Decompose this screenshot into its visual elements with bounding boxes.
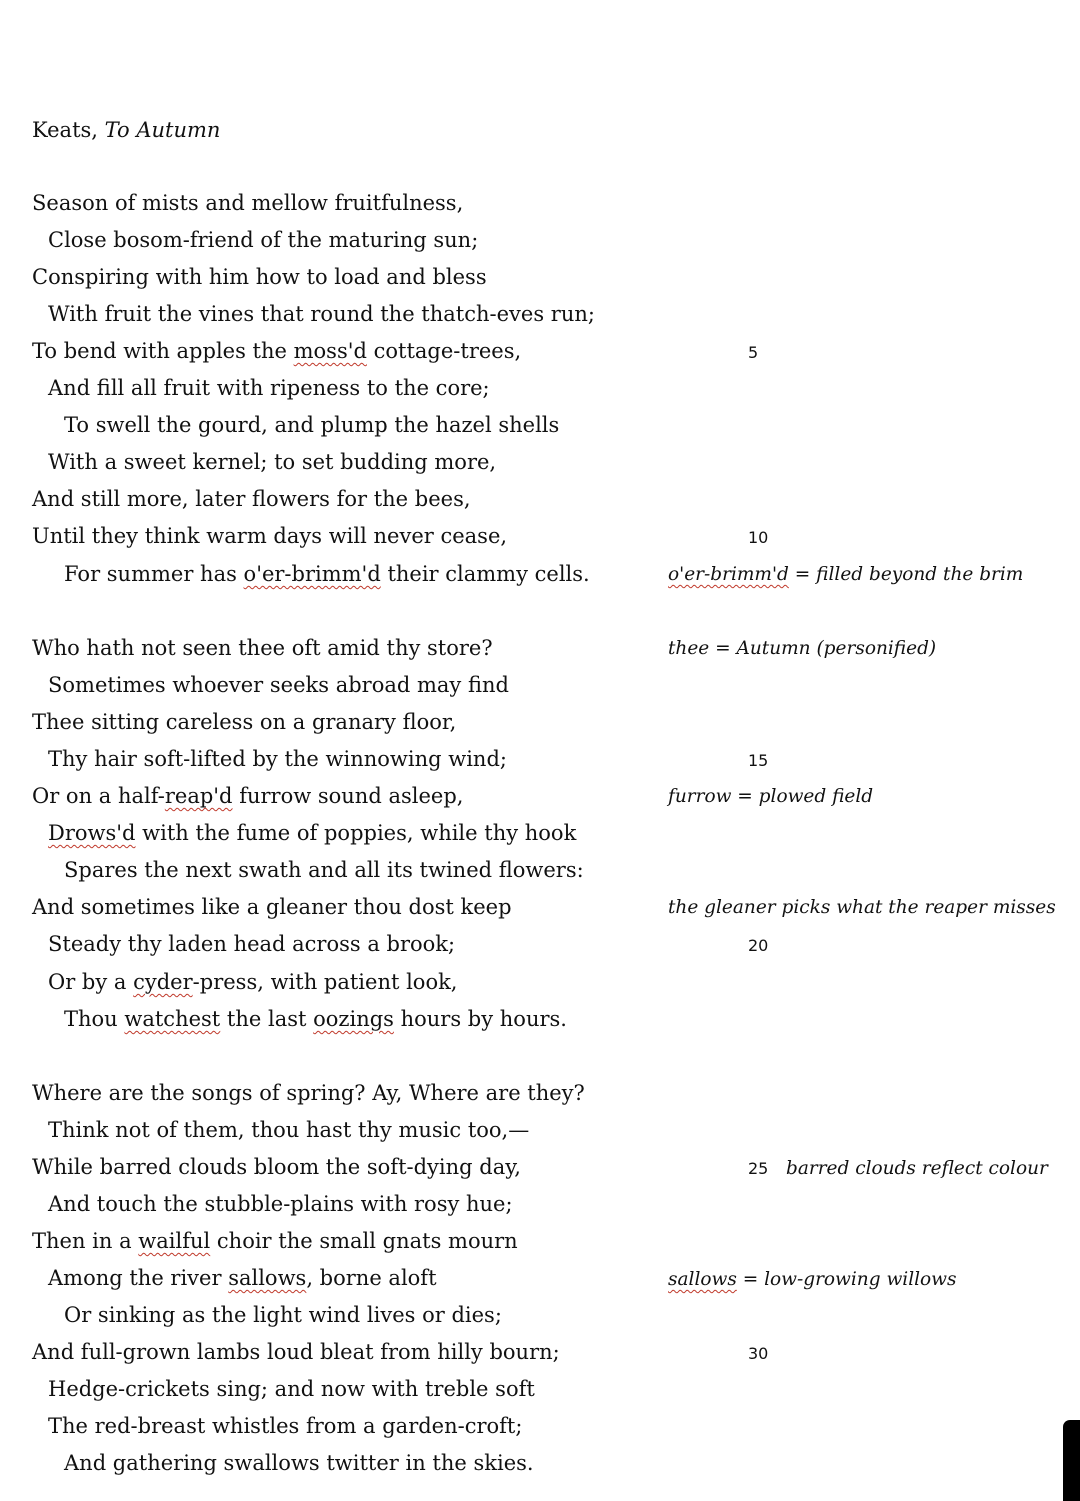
poem-line-13: Sometimes whoever seeks abroad may find	[48, 673, 509, 697]
spelling-flag: reap'd	[164, 784, 233, 808]
poem-line-16: Or on a half-reap'd furrow sound asleep,	[32, 784, 464, 808]
line-number: 10	[748, 528, 769, 547]
poem-line-29: Or sinking as the light wind lives or dies;	[64, 1303, 502, 1327]
poem-line-8: With a sweet kernel; to set budding more,	[48, 450, 497, 474]
line-number: 5	[748, 343, 759, 362]
poem-line-27: Then in a wailful choir the small gnats mourn	[32, 1229, 518, 1253]
poem-line-19: And sometimes like a gleaner thou dost keep	[32, 895, 512, 919]
poem-line-10: Until they think warm days will never cease,	[32, 524, 508, 548]
line-number: 15	[748, 751, 769, 770]
poem-line-14: Thee sitting careless on a granary floor,	[32, 710, 457, 734]
gloss-note: the gleaner picks what the reaper misses	[668, 897, 1056, 918]
poem-line-23: Where are the songs of spring? Ay, Where are they?	[32, 1081, 585, 1105]
poem-work-title: To Autumn	[104, 118, 221, 142]
spelling-flag: cyder	[133, 970, 193, 994]
gloss-note: o'er-brimm'd = filled beyond the brim	[668, 564, 1024, 585]
poem-line-18: Spares the next swath and all its twined flowers:	[64, 858, 584, 882]
poem-line-20: Steady thy laden head across a brook;	[48, 932, 456, 956]
gloss-note: sallows = low-growing willows	[668, 1269, 957, 1290]
poem-line-2: Close bosom-friend of the maturing sun;	[48, 228, 479, 252]
spelling-flag: oozings	[313, 1007, 394, 1031]
poem-line-11: For summer has o'er-brimm'd their clammy cells.	[64, 562, 590, 586]
poem-line-15: Thy hair soft-lifted by the winnowing wind;	[48, 747, 507, 771]
poem-line-3: Conspiring with him how to load and bless	[32, 265, 487, 289]
line-number: 25	[748, 1159, 769, 1178]
poem-line-17: Drows'd with the fume of poppies, while thy hook	[48, 821, 577, 845]
spelling-flag: watchest	[124, 1007, 221, 1031]
poem-line-7: To swell the gourd, and plump the hazel shells	[64, 413, 560, 437]
line-number: 20	[748, 936, 769, 955]
gloss-note: furrow = plowed field	[668, 786, 874, 807]
spelling-flag: sallows	[668, 1269, 737, 1290]
spelling-flag: sallows	[228, 1266, 307, 1290]
poem-line-28: Among the river sallows, borne aloft	[48, 1266, 437, 1290]
poem-title	[32, 116, 220, 144]
poem-line-33: And gathering swallows twitter in the skies.	[64, 1451, 534, 1475]
poem-line-5: To bend with apples the moss'd cottage-trees,	[32, 339, 522, 363]
poem-line-12: Who hath not seen thee oft amid thy store?	[32, 636, 493, 660]
line-number: 30	[748, 1344, 769, 1363]
scrollbar-thumb[interactable]	[1063, 1420, 1080, 1501]
poem-line-25: While barred clouds bloom the soft-dying day,	[32, 1155, 521, 1179]
poem-line-26: And touch the stubble-plains with rosy hue;	[48, 1192, 513, 1216]
poem-line-1: Season of mists and mellow fruitfulness,	[32, 191, 464, 215]
poem-line-9: And still more, later flowers for the bees,	[32, 487, 471, 511]
poem-author: Keats,	[32, 118, 98, 142]
poem-line-30: And full-grown lambs loud bleat from hilly bourn;	[32, 1340, 560, 1364]
poem-line-21: Or by a cyder-press, with patient look,	[48, 970, 458, 994]
poem-line-24: Think not of them, thou hast thy music too,—	[48, 1118, 530, 1142]
poem-line-4: With fruit the vines that round the thatch-eves run;	[48, 302, 595, 326]
spelling-flag: Drows'd	[48, 821, 136, 845]
spelling-flag: wailful	[138, 1229, 211, 1253]
gloss-note: thee = Autumn (personified)	[668, 638, 937, 659]
poem-line-32: The red-breast whistles from a garden-croft;	[48, 1414, 523, 1438]
spelling-flag: moss'd	[293, 339, 367, 363]
gloss-note: barred clouds reflect colour	[786, 1158, 1048, 1179]
poem-line-22: Thou watchest the last oozings hours by hours.	[64, 1007, 567, 1031]
poem-line-31: Hedge-crickets sing; and now with treble soft	[48, 1377, 535, 1401]
spelling-flag: o'er-brimm'd	[668, 564, 789, 585]
spelling-flag: o'er-brimm'd	[243, 562, 381, 586]
poem-line-6: And fill all fruit with ripeness to the core;	[48, 376, 490, 400]
